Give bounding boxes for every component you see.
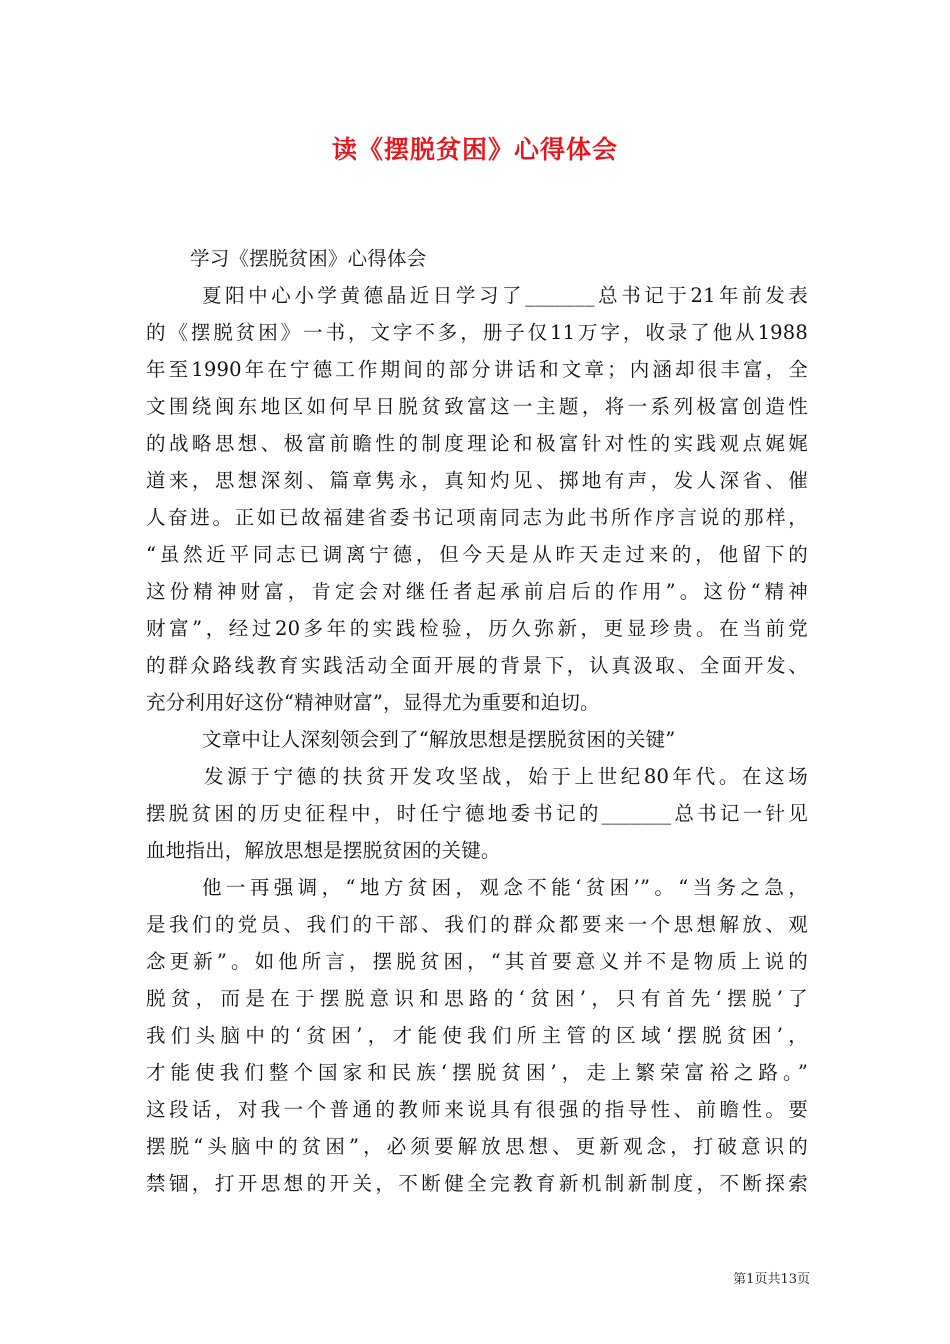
text-line: 道来，思想深刻、篇章隽永，真知灼见、掷地有声，发人深省、催 [146, 469, 808, 492]
text-line: 夏阳中心小学黄德晶近日学习了_______总书记于21年前发表 [202, 284, 808, 307]
text-line: 财富”，经过20多年的实践检验，历久弥新，更显珍贵。在当前党 [146, 617, 808, 640]
section-heading-line: 文章中让人深刻领会到了“解放思想是摆脱贫困的关键” [202, 728, 676, 751]
text-line: “虽然近平同志已调离宁德，但今天是从昨天走过来的，他留下的 [146, 543, 808, 566]
text-line: 的战略思想、极富前瞻性的制度理论和极富针对性的实践观点娓娓 [146, 432, 808, 455]
text-line: 是我们的党员、我们的干部、我们的群众都要来一个思想解放、观 [146, 913, 808, 936]
text-line: 年至1990年在宁德工作期间的部分讲话和文章；内涵却很丰富，全 [146, 358, 808, 381]
document-body [146, 240, 808, 1202]
text-line: 这段话，对我一个普通的教师来说具有很强的指导性、前瞻性。要 [146, 1098, 808, 1121]
subtitle-line: 学习《摆脱贫困》心得体会 [190, 247, 427, 270]
text-line: 的群众路线教育实践活动全面开展的背景下，认真汲取、全面开发、 [146, 654, 808, 677]
text-line: 发源于宁德的扶贫开发攻坚战，始于上世纪80年代。在这场 [204, 765, 808, 788]
text-line: 血地指出，解放思想是摆脱贫困的关键。 [146, 839, 501, 862]
text-line: 我们头脑中的‘贫困’，才能使我们所主管的区域‘摆脱贫困’， [146, 1024, 808, 1047]
page-number: 第1页共13页 [733, 1272, 810, 1287]
text-line: 人奋进。正如已故福建省委书记项南同志为此书所作序言说的那样， [146, 506, 808, 529]
text-line: 脱贫，而是在于摆脱意识和思路的‘贫困’，只有首先‘摆脱’了 [146, 987, 808, 1010]
text-line: 这份精神财富，肯定会对继任者起承前启后的作用”。这份“精神 [146, 580, 808, 603]
text-line: 充分利用好这份“精神财富”，显得尤为重要和迫切。 [146, 691, 600, 714]
text-line: 他一再强调，“地方贫困，观念不能‘贫困’”。“当务之急， [202, 876, 808, 899]
text-line: 念更新”。如他所言，摆脱贫困，“其首要意义并不是物质上说的 [146, 950, 808, 973]
text-line: 摆脱“头脑中的贫困”，必须要解放思想、更新观念，打破意识的 [146, 1135, 808, 1158]
text-line: 文围绕闽东地区如何早日脱贫致富这一主题，将一系列极富创造性 [146, 395, 808, 418]
text-line: 禁锢，打开思想的开关，不断健全完教育新机制新制度，不断探索 [146, 1172, 808, 1195]
text-line: 摆脱贫困的历史征程中，时任宁德地委书记的_______总书记一针见 [146, 802, 808, 825]
text-line: 才能使我们整个国家和民族‘摆脱贫困’，走上繁荣富裕之路。” [146, 1061, 808, 1084]
document-title: 读《摆脱贫困》心得体会 [331, 135, 618, 164]
text-line: 的《摆脱贫困》一书，文字不多，册子仅11万字，收录了他从1988 [146, 321, 808, 344]
